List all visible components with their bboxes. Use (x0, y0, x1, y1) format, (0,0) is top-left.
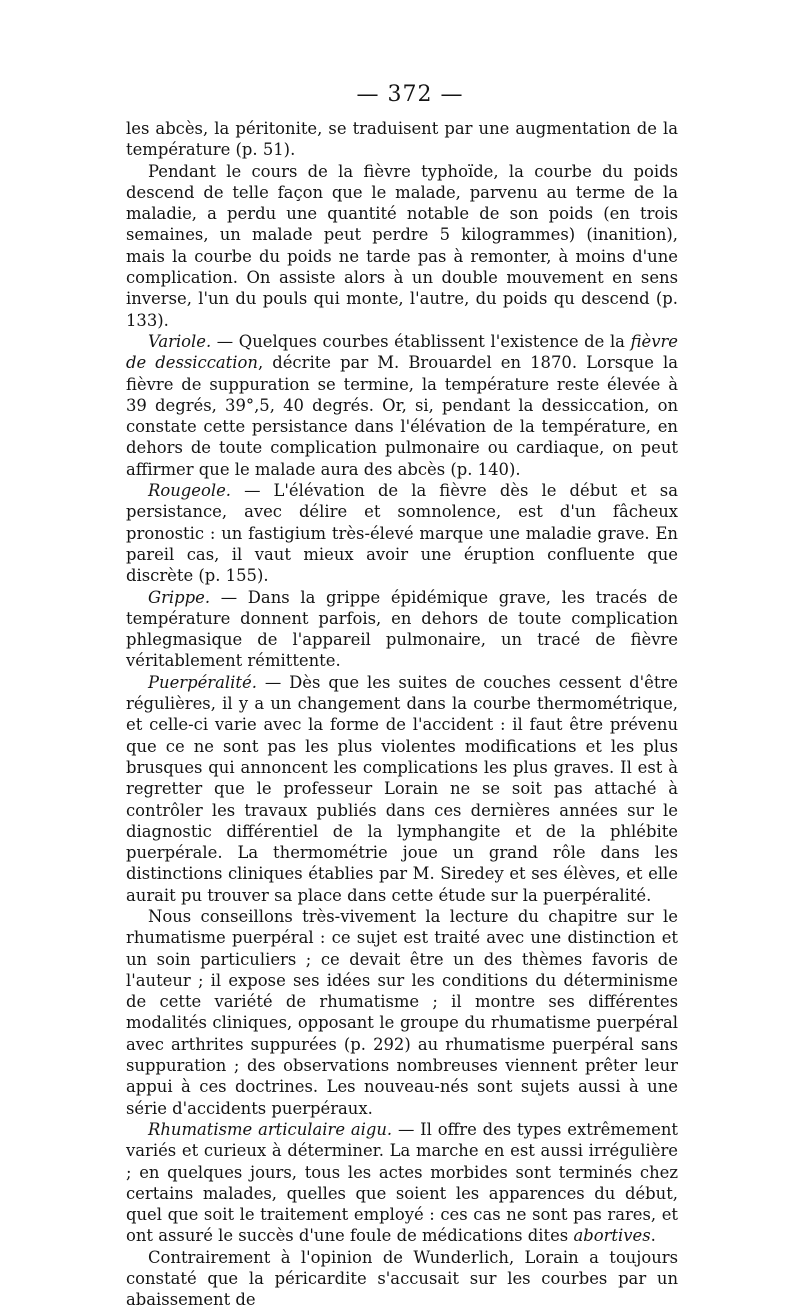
heading-rhumatisme-articulaire: Rhumatisme articulaire aigu. (148, 1119, 393, 1139)
paragraph-pericardite: Contrairement à l'opinion de Wunderlich, Lorain a toujours constaté que la péricardite s'accusait sur les courbes par un abaissement de (126, 1247, 678, 1310)
paragraph-rhumatisme-puerperal: Nous conseillons très-vivement la lecture du chapitre sur le rhumatisme puerpéral : ce sujet est traité avec une distinction et un soin particuliers ; ce devait être un des thèmes favoris de l'auteur ; il expose ses idées sur les conditions du déterminisme de cette variété de rhumatisme ; il montre ses différentes modalités cliniques, opposant le groupe du rhumatisme puerpéral avec arthrites suppurées (p. 292) au rhumatisme puerpéral sans suppuration ; des observations nombreuses viennent prêter leur appui à ces doctrines. Les nouveau-nés sont sujets aussi à une série d'accidents puerpéraux. (126, 906, 678, 1118)
page-number: — 372 — (356, 82, 464, 107)
paragraph-rougeole (126, 480, 678, 586)
variole-text-2: , décrite par M. Brouardel en 1870. Lorsque la fièvre de suppuration se termine, la température reste élevée à 39 degrés, 39°,5, 40 degrés. Or, si, pendant la dessiccation, on constate cette persistance dans l'élévation de la température, en dehors de toute complication pulmonaire ou cardiaque, on peut affirmer que le malade aura des abcès (p. 140). (126, 353, 678, 479)
term-fievre-de-dessiccation: fièvre de dessiccation (126, 331, 678, 373)
rhumatisme-text-1: — Il offre des types extrêmement variés et curieux à déterminer. La marche en est aussi irrégulière ; en quelques jours, tous les actes morbides sont terminés chez certains malades, quelles que soient les apparences du début, quel que soit le traitement employé : ces cas ne sont pas rares, et ont assuré le succès d'une foule de médications dites (126, 1119, 678, 1246)
paragraph-grippe (126, 587, 678, 672)
heading-puerperalite: Puerpéralité. (148, 672, 257, 692)
body-text (126, 118, 678, 1311)
rougeole-text: — L'élévation de la fièvre dès le début et sa persistance, avec délire et somnolence, est d'un fâcheux pronostic : un fastigium très-élevé marque une maladie grave. En pareil cas, il vaut mieux avoir une éruption confluente que discrète (p. 155). (126, 481, 678, 586)
heading-variole: Variole. (148, 331, 212, 351)
term-abortives: abortives (573, 1226, 651, 1246)
grippe-text: — Dans la grippe épidémique grave, les tracés de température donnent parfois, en dehors de toute complication phlegmasique de l'appareil pulmonaire, un tracé de fièvre véritablement rémittente. (126, 587, 678, 671)
paragraph-puerperalite (126, 672, 678, 906)
heading-grippe: Grippe. (148, 587, 211, 607)
rhumatisme-text-2: . (650, 1226, 656, 1246)
variole-text-1: — Quelques courbes établissent l'existence de la (211, 331, 631, 351)
heading-rougeole: Rougeole. (148, 481, 231, 501)
puerperalite-text: — Dès que les suites de couches cessent d'être régulières, il y a un changement dans la courbe thermométrique, et celle-ci varie avec la forme de l'accident : il faut être prévenu que ce ne sont pas les plus violentes modifications et les plus brusques qui annoncent les complications les plus graves. Il est à regretter que le professeur Lorain ne se soit pas attaché à contrôler les travaux publiés dans ces dernières années sur le diagnostic différentiel de la lymphangite et de la phlébite puerpérale. La thermométrie joue un grand rôle dans les distinctions cliniques établies par M. Siredey et ses élèves, et elle aurait pu trouver sa place dans cette étude sur la puerpéralité. (126, 672, 678, 905)
paragraph-rhumatisme-articulaire (126, 1119, 678, 1247)
paragraph-abces: les abcès, la péritonite, se traduisent par une augmentation de la température (p. 51). (126, 119, 678, 160)
paragraph-fievre-typhoide: Pendant le cours de la fièvre typhoïde, la courbe du poids descend de telle façon que le malade, parvenu au terme de la maladie, a perdu une quantité notable de son poids (en trois semaines, un malade peut perdre 5 kilogrammes) (inanition), mais la courbe du poids ne tarde pas à remonter, à moins d'une complication. On assiste alors à un double mouvement en sens inverse, l'un du pouls qui monte, l'autre, du poids qu descend (p. 133). (126, 161, 678, 330)
paragraph-variole (126, 331, 678, 480)
